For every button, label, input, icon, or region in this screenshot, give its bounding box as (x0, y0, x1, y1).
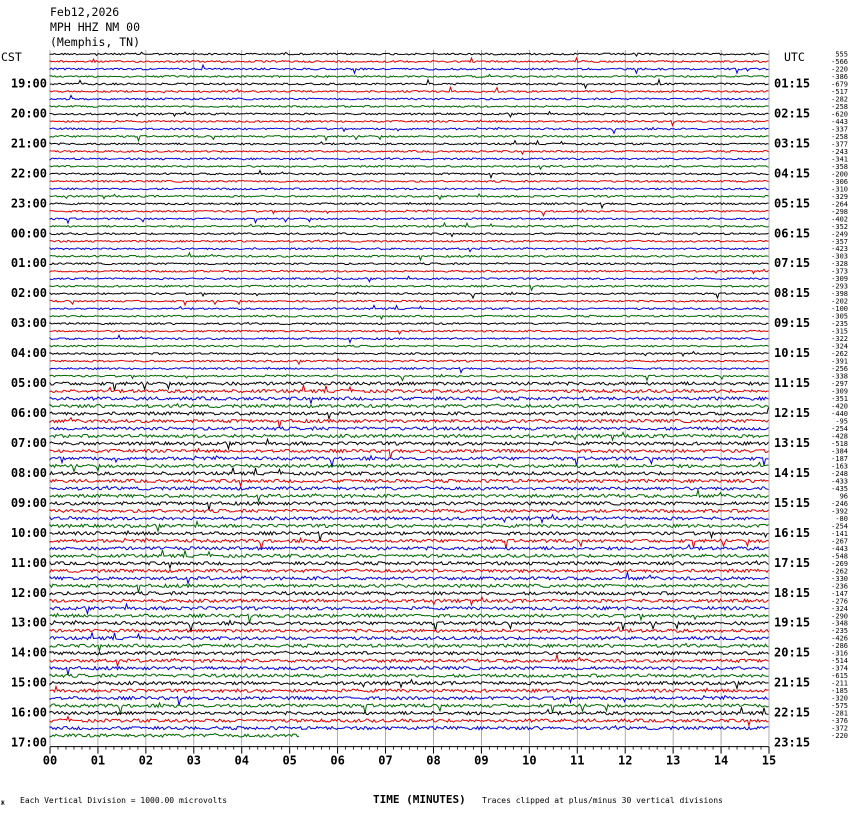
trace-71 (50, 572, 769, 583)
trace-39 (50, 335, 769, 342)
trace-value-label: -575 (831, 702, 848, 711)
left-hour-label: 09:00 (10, 495, 47, 510)
left-hour-label: 13:00 (10, 615, 47, 630)
trace-42 (50, 359, 769, 364)
trace-value-label: -264 (831, 200, 848, 209)
seismic-traces (50, 52, 769, 737)
trace-value-label: -337 (831, 125, 848, 134)
left-timezone-label: CST (1, 50, 22, 64)
trace-35 (50, 305, 769, 309)
trace-52 (50, 432, 769, 440)
trace-34 (50, 300, 769, 305)
trace-value-label: -305 (831, 312, 848, 321)
trace-value-label: -384 (831, 447, 848, 456)
trace-value-label: -141 (831, 529, 848, 538)
trace-76 (50, 613, 769, 623)
trace-value-label: -236 (831, 582, 848, 591)
trace-value-label: -358 (831, 162, 848, 171)
trace-69 (50, 561, 769, 568)
left-hour-label: 17:00 (10, 735, 47, 750)
trace-65 (50, 531, 769, 541)
left-hour-label: 02:00 (10, 286, 47, 301)
trace-37 (50, 322, 769, 324)
trace-value-label: -620 (831, 110, 848, 119)
trace-value-label: -298 (831, 207, 848, 216)
left-hour-label: 00:00 (10, 226, 47, 241)
trace-84 (50, 674, 769, 677)
trace-27 (50, 248, 769, 252)
trace-25 (50, 233, 769, 237)
trace-28 (50, 253, 769, 260)
right-hour-label: 21:15 (774, 675, 811, 690)
trace-value-label: -200 (831, 170, 848, 179)
trace-value-label: -351 (831, 395, 848, 404)
left-hour-label: 23:00 (10, 196, 47, 211)
trace-value-label: -376 (831, 717, 848, 726)
trace-12 (50, 135, 769, 140)
right-hour-label: 23:15 (774, 735, 811, 750)
trace-value-labels (831, 51, 848, 741)
trace-value-label: -290 (831, 612, 848, 621)
trace-value-label: -352 (831, 222, 848, 231)
trace-value-label: -286 (831, 642, 848, 651)
x-tick-label: 11 (570, 753, 585, 768)
x-tick-label: 07 (378, 753, 393, 768)
x-tick-label: 08 (426, 753, 441, 768)
trace-17 (50, 170, 769, 177)
trace-2 (50, 58, 769, 63)
trace-70 (50, 569, 769, 573)
trace-value-label: -373 (831, 267, 848, 276)
trace-13 (50, 141, 769, 145)
trace-58 (50, 479, 769, 486)
trace-value-label: -428 (831, 432, 848, 441)
trace-value-label: -254 (831, 425, 848, 433)
trace-15 (50, 158, 769, 160)
left-hour-labels (11, 76, 47, 749)
trace-value-label: -377 (831, 140, 848, 149)
trace-value-label: -518 (831, 439, 848, 448)
trace-5 (50, 80, 769, 88)
trace-value-label: -372 (831, 724, 848, 733)
right-hour-label: 13:15 (774, 435, 811, 450)
trace-value-label: -426 (831, 634, 848, 643)
left-hour-label: 21:00 (10, 136, 47, 151)
trace-value-label: -293 (831, 282, 848, 291)
right-hour-label: 02:15 (774, 106, 811, 121)
x-tick-label: 05 (282, 753, 297, 768)
trace-value-label: -548 (831, 552, 848, 561)
trace-73 (50, 592, 769, 595)
trace-7 (50, 95, 769, 99)
trace-87 (50, 696, 769, 706)
trace-value-label: -392 (831, 507, 848, 516)
trace-86 (50, 686, 769, 692)
trace-value-label: -309 (831, 387, 848, 396)
trace-8 (50, 106, 769, 108)
trace-value-label: -262 (831, 350, 848, 359)
right-hour-label: 08:15 (774, 286, 811, 301)
right-hour-label: 12:15 (774, 406, 811, 421)
right-hour-label: 10:15 (774, 346, 811, 361)
trace-91 (50, 726, 769, 730)
x-tick-label: 12 (617, 753, 633, 768)
trace-value-label: -258 (831, 102, 848, 111)
header-location: (Memphis, TN) (50, 35, 141, 49)
trace-value-label: -338 (831, 372, 848, 381)
x-tick-label: 13 (665, 753, 681, 768)
trace-value-label: -517 (831, 87, 848, 96)
trace-1 (50, 52, 769, 56)
trace-value-label: -309 (831, 275, 848, 284)
trace-74 (50, 597, 769, 605)
right-hour-label: 01:15 (774, 76, 811, 91)
trace-value-label: -202 (831, 297, 848, 306)
header-date: Feb12,2026 (50, 5, 120, 19)
x-tick-label: 00 (42, 753, 58, 768)
right-hour-label: 14:15 (774, 465, 811, 480)
trace-60 (50, 490, 769, 501)
trace-50 (50, 418, 769, 428)
trace-26 (50, 240, 769, 242)
trace-value-label: -328 (831, 260, 848, 269)
left-hour-label: 01:00 (10, 256, 47, 271)
trace-30 (50, 269, 769, 273)
trace-45 (50, 382, 769, 391)
right-hour-label: 16:15 (774, 525, 811, 540)
trace-value-label: -147 (831, 589, 848, 598)
right-hour-label: 17:15 (774, 555, 811, 570)
right-hour-label: 09:15 (774, 316, 811, 331)
left-hour-label: 19:00 (10, 76, 47, 91)
left-hour-label: 11:00 (10, 555, 47, 570)
trace-54 (50, 449, 769, 459)
trace-value-label: -303 (831, 252, 848, 261)
right-hour-label: 06:15 (774, 226, 811, 241)
trace-value-label: -615 (831, 672, 848, 681)
trace-value-label: -267 (831, 537, 848, 546)
trace-value-label: -246 (831, 499, 848, 508)
right-timezone-label: UTC (784, 50, 805, 64)
trace-value-label: -423 (831, 245, 848, 254)
left-hour-label: 10:00 (10, 525, 47, 540)
trace-10 (50, 120, 769, 125)
trace-44 (50, 375, 769, 381)
left-hour-label: 12:00 (10, 585, 47, 600)
trace-value-label: 555 (835, 50, 848, 59)
trace-38 (50, 330, 769, 334)
trace-value-label: -440 (831, 410, 848, 419)
right-hour-label: 11:15 (774, 376, 811, 391)
trace-21 (50, 203, 769, 208)
left-hour-label: 06:00 (10, 406, 47, 421)
trace-49 (50, 407, 769, 418)
trace-value-label: -306 (831, 177, 848, 186)
right-hour-label: 20:15 (774, 645, 811, 660)
trace-value-label: -443 (831, 117, 848, 126)
trace-value-label: -566 (831, 57, 848, 66)
trace-24 (50, 223, 769, 227)
trace-value-label: -348 (831, 619, 848, 628)
trace-value-label: -386 (831, 72, 848, 81)
trace-61 (50, 502, 769, 510)
trace-72 (50, 584, 769, 592)
x-tick-label: 01 (90, 753, 106, 768)
x-axis-title: TIME (MINUTES) (373, 793, 466, 806)
right-hour-label: 05:15 (774, 196, 811, 211)
right-hour-label: 03:15 (774, 136, 811, 151)
trace-6 (50, 87, 769, 93)
trace-value-label: -420 (831, 402, 848, 411)
trace-value-label: -324 (831, 342, 848, 351)
trace-16 (50, 165, 769, 169)
trace-value-label: 96 (839, 492, 848, 501)
left-hour-label: 14:00 (10, 645, 47, 660)
right-hour-label: 07:15 (774, 256, 811, 271)
trace-value-label: -248 (831, 469, 848, 478)
trace-79 (50, 632, 769, 639)
trace-value-label: -297 (831, 380, 848, 389)
trace-value-label: -322 (831, 335, 848, 344)
left-hour-label: 15:00 (10, 675, 47, 690)
clip-note: Traces clipped at plus/minus 30 vertical divisions (482, 796, 723, 805)
trace-value-label: -320 (831, 694, 848, 703)
trace-29 (50, 263, 769, 265)
trace-14 (50, 150, 769, 154)
right-hour-labels (774, 76, 810, 749)
trace-75 (50, 604, 769, 614)
trace-value-label: -329 (831, 192, 848, 201)
trace-23 (50, 218, 769, 223)
trace-36 (50, 315, 769, 319)
trace-value-label: -281 (831, 709, 848, 718)
trace-33 (50, 292, 769, 298)
trace-value-label: -220 (831, 732, 848, 741)
trace-value-label: -95 (835, 417, 848, 426)
x-tick-label: 06 (330, 753, 345, 768)
trace-value-label: -254 (831, 522, 848, 531)
trace-78 (50, 627, 769, 632)
left-hour-label: 16:00 (10, 705, 47, 720)
trace-value-label: -269 (831, 559, 848, 568)
trace-11 (50, 127, 769, 133)
trace-81 (50, 651, 769, 655)
right-hour-label: 19:15 (774, 615, 811, 630)
trace-56 (50, 462, 769, 471)
trace-19 (50, 188, 769, 190)
trace-value-label: -262 (831, 567, 848, 576)
trace-20 (50, 194, 769, 199)
x-tick-label: 09 (474, 753, 489, 768)
right-hour-label: 18:15 (774, 585, 811, 600)
trace-57 (50, 468, 769, 475)
x-tick-label: 03 (186, 753, 202, 768)
trace-value-label: -249 (831, 230, 848, 239)
trace-55 (50, 456, 769, 467)
trace-value-label: -443 (831, 544, 848, 553)
trace-82 (50, 655, 769, 666)
x-tick-label: 04 (234, 753, 249, 768)
left-hour-label: 05:00 (10, 376, 47, 391)
trace-89 (50, 707, 769, 714)
trace-63 (50, 515, 769, 523)
trace-59 (50, 486, 769, 490)
trace-43 (50, 367, 769, 372)
trace-value-label: -163 (831, 462, 848, 471)
trace-3 (50, 65, 769, 73)
trace-value-label: -433 (831, 477, 848, 486)
trace-40 (50, 345, 769, 347)
trace-value-label: -391 (831, 357, 848, 366)
trace-47 (50, 397, 769, 404)
left-hour-label: 04:00 (10, 346, 47, 361)
trace-value-label: -435 (831, 484, 848, 493)
trace-value-label: -679 (831, 80, 848, 89)
trace-22 (50, 210, 769, 216)
trace-31 (50, 276, 769, 281)
trace-value-label: -316 (831, 649, 848, 658)
trace-48 (50, 404, 769, 408)
trace-53 (50, 439, 769, 449)
scale-note: Each Vertical Division = 1000.00 microvolts (20, 796, 228, 805)
trace-value-label: -402 (831, 215, 848, 224)
right-hour-label: 04:15 (774, 166, 811, 181)
trace-value-label: -187 (831, 454, 848, 463)
trace-value-label: -330 (831, 574, 848, 583)
trace-32 (50, 285, 769, 290)
trace-85 (50, 680, 769, 689)
trace-value-label: -100 (831, 305, 848, 314)
trace-9 (50, 112, 769, 117)
trace-value-label: -220 (831, 65, 848, 74)
trace-51 (50, 427, 769, 430)
trace-value-label: -398 (831, 290, 848, 299)
trace-value-label: -235 (831, 627, 848, 636)
trace-4 (50, 74, 769, 77)
x-tick-label: 15 (761, 753, 777, 768)
trace-value-label: -276 (831, 597, 848, 606)
x-tick-label: 02 (138, 753, 154, 768)
x-tick-label: 10 (522, 753, 537, 768)
right-hour-label: 22:15 (774, 705, 811, 720)
trace-46 (50, 385, 769, 392)
trace-67 (50, 545, 769, 550)
x-tick-label: 14 (713, 753, 729, 768)
trace-value-label: -357 (831, 237, 848, 246)
trace-80 (50, 643, 769, 650)
trace-68 (50, 550, 769, 557)
trace-value-label: -235 (831, 320, 848, 329)
trace-92 (50, 734, 299, 738)
trace-value-label: -80 (835, 514, 848, 523)
trace-64 (50, 522, 769, 532)
trace-83 (50, 667, 769, 675)
trace-value-label: -324 (831, 604, 848, 613)
left-hour-label: 07:00 (10, 435, 47, 450)
trace-value-label: -211 (831, 679, 848, 688)
trace-90 (50, 717, 769, 726)
right-hour-label: 15:15 (774, 495, 811, 510)
left-hour-label: 22:00 (10, 166, 47, 181)
trace-18 (50, 180, 769, 182)
trace-value-label: -341 (831, 155, 848, 164)
trace-value-label: -315 (831, 327, 848, 336)
left-hour-label: 20:00 (10, 106, 47, 121)
trace-value-label: -374 (831, 664, 848, 673)
trace-value-label: -243 (831, 147, 848, 156)
left-hour-label: 08:00 (10, 465, 47, 480)
trace-value-label: -258 (831, 132, 848, 141)
trace-value-label: -185 (831, 687, 848, 696)
trace-62 (50, 509, 769, 512)
left-hour-label: 03:00 (10, 316, 47, 331)
x-axis (43, 747, 776, 768)
trace-value-label: -514 (831, 657, 848, 666)
trace-value-label: -310 (831, 185, 848, 194)
trace-value-label: -256 (831, 365, 848, 374)
trace-41 (50, 352, 769, 356)
corner-mark: Ж (1, 800, 5, 807)
header-station: MPH HHZ NM 00 (50, 20, 141, 34)
trace-value-label: -282 (831, 95, 848, 104)
